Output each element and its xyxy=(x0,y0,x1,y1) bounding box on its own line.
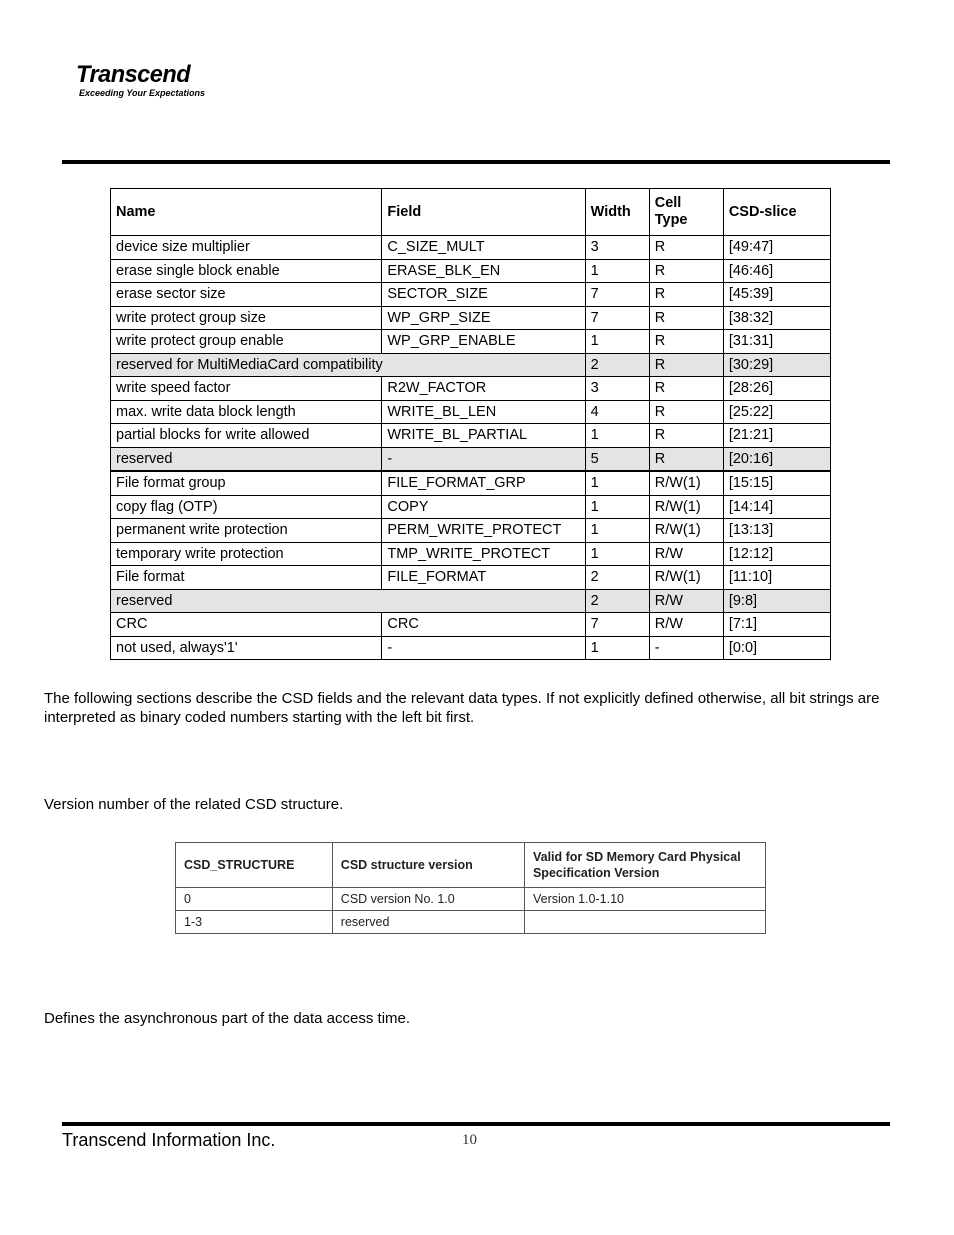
cell-name: write speed factor xyxy=(111,377,382,401)
cell-csd-slice: [13:13] xyxy=(723,519,830,543)
cell-csd-slice: [20:16] xyxy=(723,447,830,471)
col-header-width: Width xyxy=(585,189,649,236)
cell-field: COPY xyxy=(382,495,585,519)
table-row xyxy=(111,283,831,307)
cell-type: R xyxy=(649,283,723,307)
table-row xyxy=(111,519,831,543)
cell-width: 1 xyxy=(585,259,649,283)
cell-csd-slice: [7:1] xyxy=(723,613,830,637)
cell-field: WP_GRP_ENABLE xyxy=(382,330,585,354)
cell-type: R xyxy=(649,447,723,471)
cell-width: 3 xyxy=(585,236,649,260)
cell-csd-slice: [0:0] xyxy=(723,636,830,660)
cell-csd-slice: [25:22] xyxy=(723,400,830,424)
cell-name: File format xyxy=(111,566,382,590)
cell-type: R xyxy=(649,353,723,377)
cell-version: CSD version No. 1.0 xyxy=(332,888,524,911)
cell-type: - xyxy=(649,636,723,660)
cell-type: R/W(1) xyxy=(649,471,723,495)
cell-width: 5 xyxy=(585,447,649,471)
cell-valid-for: Version 1.0-1.10 xyxy=(524,888,765,911)
col-header-valid-for: Valid for SD Memory Card Physical Specification Version xyxy=(524,843,765,888)
cell-type: R/W xyxy=(649,613,723,637)
table-row xyxy=(111,306,831,330)
cell-type: R xyxy=(649,306,723,330)
table-row xyxy=(111,636,831,660)
table-row xyxy=(111,589,831,613)
cell-field: FILE_FORMAT_GRP xyxy=(382,471,585,495)
cell-name: copy flag (OTP) xyxy=(111,495,382,519)
col-header-csd-slice: CSD-slice xyxy=(723,189,830,236)
cell-type: R/W(1) xyxy=(649,495,723,519)
table-header-row xyxy=(111,189,831,236)
cell-name: write protect group size xyxy=(111,306,382,330)
cell-csd-slice: [31:31] xyxy=(723,330,830,354)
transcend-logo xyxy=(76,62,211,100)
cell-csd-slice: [9:8] xyxy=(723,589,830,613)
cell-type: R xyxy=(649,330,723,354)
col-header-field: Field xyxy=(382,189,585,236)
cell-width: 1 xyxy=(585,542,649,566)
cell-width: 1 xyxy=(585,519,649,543)
cell-csd-slice: [38:32] xyxy=(723,306,830,330)
table-row xyxy=(111,566,831,590)
cell-field: FILE_FORMAT xyxy=(382,566,585,590)
csd-structure-version-table xyxy=(175,842,766,934)
csd-structure-description: Version number of the related CSD structure. xyxy=(44,796,344,813)
cell-name: write protect group enable xyxy=(111,330,382,354)
cell-field: R2W_FACTOR xyxy=(382,377,585,401)
cell-field: SECTOR_SIZE xyxy=(382,283,585,307)
cell-type: R xyxy=(649,377,723,401)
cell-width: 1 xyxy=(585,636,649,660)
cell-value: 1-3 xyxy=(176,911,333,934)
footer-rule xyxy=(62,1122,890,1126)
cell-width: 7 xyxy=(585,306,649,330)
cell-csd-slice: [12:12] xyxy=(723,542,830,566)
cell-name: not used, always'1' xyxy=(111,636,382,660)
table-row xyxy=(111,613,831,637)
cell-name: File format group xyxy=(111,471,382,495)
cell-width: 1 xyxy=(585,330,649,354)
cell-version: reserved xyxy=(332,911,524,934)
page-number: 10 xyxy=(462,1132,477,1148)
cell-field: ERASE_BLK_EN xyxy=(382,259,585,283)
cell-width: 3 xyxy=(585,377,649,401)
cell-value: 0 xyxy=(176,888,333,911)
cell-field: - xyxy=(382,636,585,660)
cell-width: 2 xyxy=(585,566,649,590)
cell-csd-slice: [21:21] xyxy=(723,424,830,448)
cell-type: R/W(1) xyxy=(649,566,723,590)
cell-field: - xyxy=(382,447,585,471)
table-row xyxy=(111,353,831,377)
logo-tagline: Exceeding Your Expectations xyxy=(79,88,206,98)
col-header-structure-version: CSD structure version xyxy=(332,843,524,888)
table-row xyxy=(111,471,831,495)
cell-width: 4 xyxy=(585,400,649,424)
cell-csd-slice: [28:26] xyxy=(723,377,830,401)
cell-width: 2 xyxy=(585,589,649,613)
cell-name: partial blocks for write allowed xyxy=(111,424,382,448)
cell-type-text: Cell Type xyxy=(654,195,688,228)
cell-valid-for xyxy=(524,911,765,934)
cell-type: R/W xyxy=(649,589,723,613)
cell-type: R xyxy=(649,424,723,448)
csd-fields-table xyxy=(110,188,831,660)
table-header-row xyxy=(176,843,766,888)
cell-csd-slice: [11:10] xyxy=(723,566,830,590)
cell-width: 2 xyxy=(585,353,649,377)
cell-name: reserved xyxy=(111,447,382,471)
cell-type: R xyxy=(649,259,723,283)
table-row xyxy=(176,888,766,911)
cell-width: 7 xyxy=(585,613,649,637)
cell-csd-slice: [45:39] xyxy=(723,283,830,307)
cell-field: WRITE_BL_LEN xyxy=(382,400,585,424)
cell-field: C_SIZE_MULT xyxy=(382,236,585,260)
taac-description: Defines the asynchronous part of the data access time. xyxy=(44,1010,411,1027)
cell-name: temporary write protection xyxy=(111,542,382,566)
cell-name: reserved xyxy=(111,589,586,613)
cell-type: R xyxy=(649,236,723,260)
table-row xyxy=(111,542,831,566)
cell-name: reserved for MultiMediaCard compatibility xyxy=(111,353,586,377)
cell-field: WRITE_BL_PARTIAL xyxy=(382,424,585,448)
cell-width: 1 xyxy=(585,495,649,519)
cell-type: R xyxy=(649,400,723,424)
cell-field: CRC xyxy=(382,613,585,637)
cell-name: erase single block enable xyxy=(111,259,382,283)
cell-name: erase sector size xyxy=(111,283,382,307)
cell-name: max. write data block length xyxy=(111,400,382,424)
table-row xyxy=(176,911,766,934)
cell-width: 1 xyxy=(585,471,649,495)
col-header-name: Name xyxy=(111,189,382,236)
header-rule xyxy=(62,160,890,164)
cell-csd-slice: [49:47] xyxy=(723,236,830,260)
footer-company: Transcend Information Inc. xyxy=(62,1130,276,1150)
col-header-cell-type xyxy=(649,189,723,236)
intro-paragraph: The following sections describe the CSD fields and the relevant data types. If not explicitly defined otherwise, all bit strings are interpreted as binary coded numbers starting with the left bit first. xyxy=(44,690,880,726)
table-row xyxy=(111,495,831,519)
cell-csd-slice: [14:14] xyxy=(723,495,830,519)
cell-type: R/W xyxy=(649,542,723,566)
table-row xyxy=(111,236,831,260)
cell-csd-slice: [15:15] xyxy=(723,471,830,495)
csd-table-body xyxy=(111,236,831,660)
table-row xyxy=(111,377,831,401)
cell-width: 7 xyxy=(585,283,649,307)
table-row xyxy=(111,330,831,354)
cell-csd-slice: [46:46] xyxy=(723,259,830,283)
table-row xyxy=(111,424,831,448)
cell-width: 1 xyxy=(585,424,649,448)
col-header-csd-structure: CSD_STRUCTURE xyxy=(176,843,333,888)
table-row xyxy=(111,400,831,424)
cell-csd-slice: [30:29] xyxy=(723,353,830,377)
cell-field: TMP_WRITE_PROTECT xyxy=(382,542,585,566)
cell-name: device size multiplier xyxy=(111,236,382,260)
cell-name: CRC xyxy=(111,613,382,637)
cell-field: WP_GRP_SIZE xyxy=(382,306,585,330)
table-row xyxy=(111,259,831,283)
cell-type: R/W(1) xyxy=(649,519,723,543)
logo-name: Transcend xyxy=(76,61,191,88)
cell-name: permanent write protection xyxy=(111,519,382,543)
cell-field: PERM_WRITE_PROTECT xyxy=(382,519,585,543)
table-row xyxy=(111,447,831,471)
